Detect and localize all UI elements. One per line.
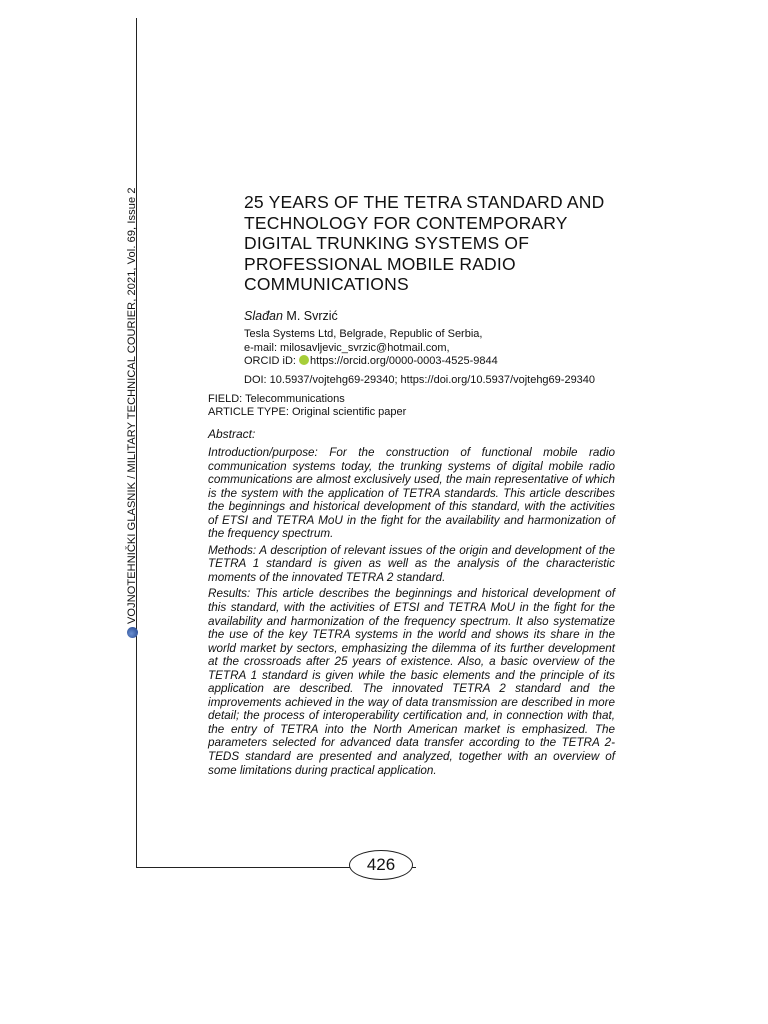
abstract-body: [208, 446, 615, 780]
orcid-link[interactable]: https://orcid.org/0000-0003-4525-9844: [310, 355, 498, 367]
orcid-label: ORCID iD:: [244, 355, 296, 367]
abstract-methods: Methods: A description of relevant issues of the origin and development of the TETRA 1 standard is given as well as the analysis of the characteristic moments of the innovated TETRA 2 standard.: [208, 543, 615, 584]
field-label: FIELD: Telecommunications: [208, 393, 345, 405]
abstract-results: Results: This article describes the beginnings and historical development of this standard, with the activities of ETSI and TETRA MoU in the fight for the availability and harmonization of the frequency spectrum. It also systematize the use of the key TETRA systems in the world and shows its share in the world market by sectors, emphasizing the dilemma of its further development at the crossroads after 25 years of existence. Also, a basic overview of the TETRA 1 standard is given while the basic elements and the principle of its application are described. The innovated TETRA 2 standard and the improvements achieved in the way of data transmission are described in more detail; the process of interoperability certification and, in connection with that, the entry of TETRA into the North American market is emphasized. The parameters selected for advanced data transfer according to the TETRA 2-TEDS standard are presented and analyzed, together with an overview of some limitations during practical application.: [208, 587, 615, 777]
abstract-heading: Abstract:: [208, 427, 256, 441]
doi-line[interactable]: DOI: 10.5937/vojtehg69-29340; https://doi.org/10.5937/vojtehg69-29340: [244, 374, 596, 386]
field-block: [208, 393, 406, 419]
running-header: [126, 187, 138, 638]
footer-rule: [136, 867, 351, 868]
affiliation-block: [244, 328, 498, 369]
abstract-introduction: Introduction/purpose: For the construction of functional mobile radio communication systems today, the trunking systems of digital mobile radio communications are almost exclusively used, the main representative of which is the system with the application of TETRA standards. This article describes the beginnings and historical development of this standard, with the activities of ETSI and TETRA MoU in the fight for the availability and harmonization of the frequency spectrum.: [208, 446, 615, 541]
paper-title: 25 YEARS OF THE TETRA STANDARD AND TECHNOLOGY FOR CONTEMPORARY DIGITAL TRUNKING SYSTEMS OF PROFESSIONAL MOBILE RADIO COMMUNICATIONS: [244, 192, 605, 294]
author-given-name: Slađan: [244, 309, 283, 323]
journal-logo-icon: [127, 627, 138, 638]
author: [244, 309, 338, 323]
affiliation-orcid: [244, 355, 498, 369]
affiliation-organization: Tesla Systems Ltd, Belgrade, Republic of Serbia,: [244, 328, 483, 340]
article-type-label: ARTICLE TYPE: Original scientific paper: [208, 406, 407, 418]
running-header-text: VOJNOTEHNIČKI GLASNIK / MILITARY TECHNICAL COURIER, 2021, Vol. 69, Issue 2: [126, 187, 138, 624]
page-number: 426: [349, 850, 413, 880]
author-family-name: M. Svrzić: [286, 309, 338, 323]
affiliation-email: e-mail: milosavljevic_svrzic@hotmail.com,: [244, 341, 450, 354]
orcid-icon: [299, 355, 309, 365]
